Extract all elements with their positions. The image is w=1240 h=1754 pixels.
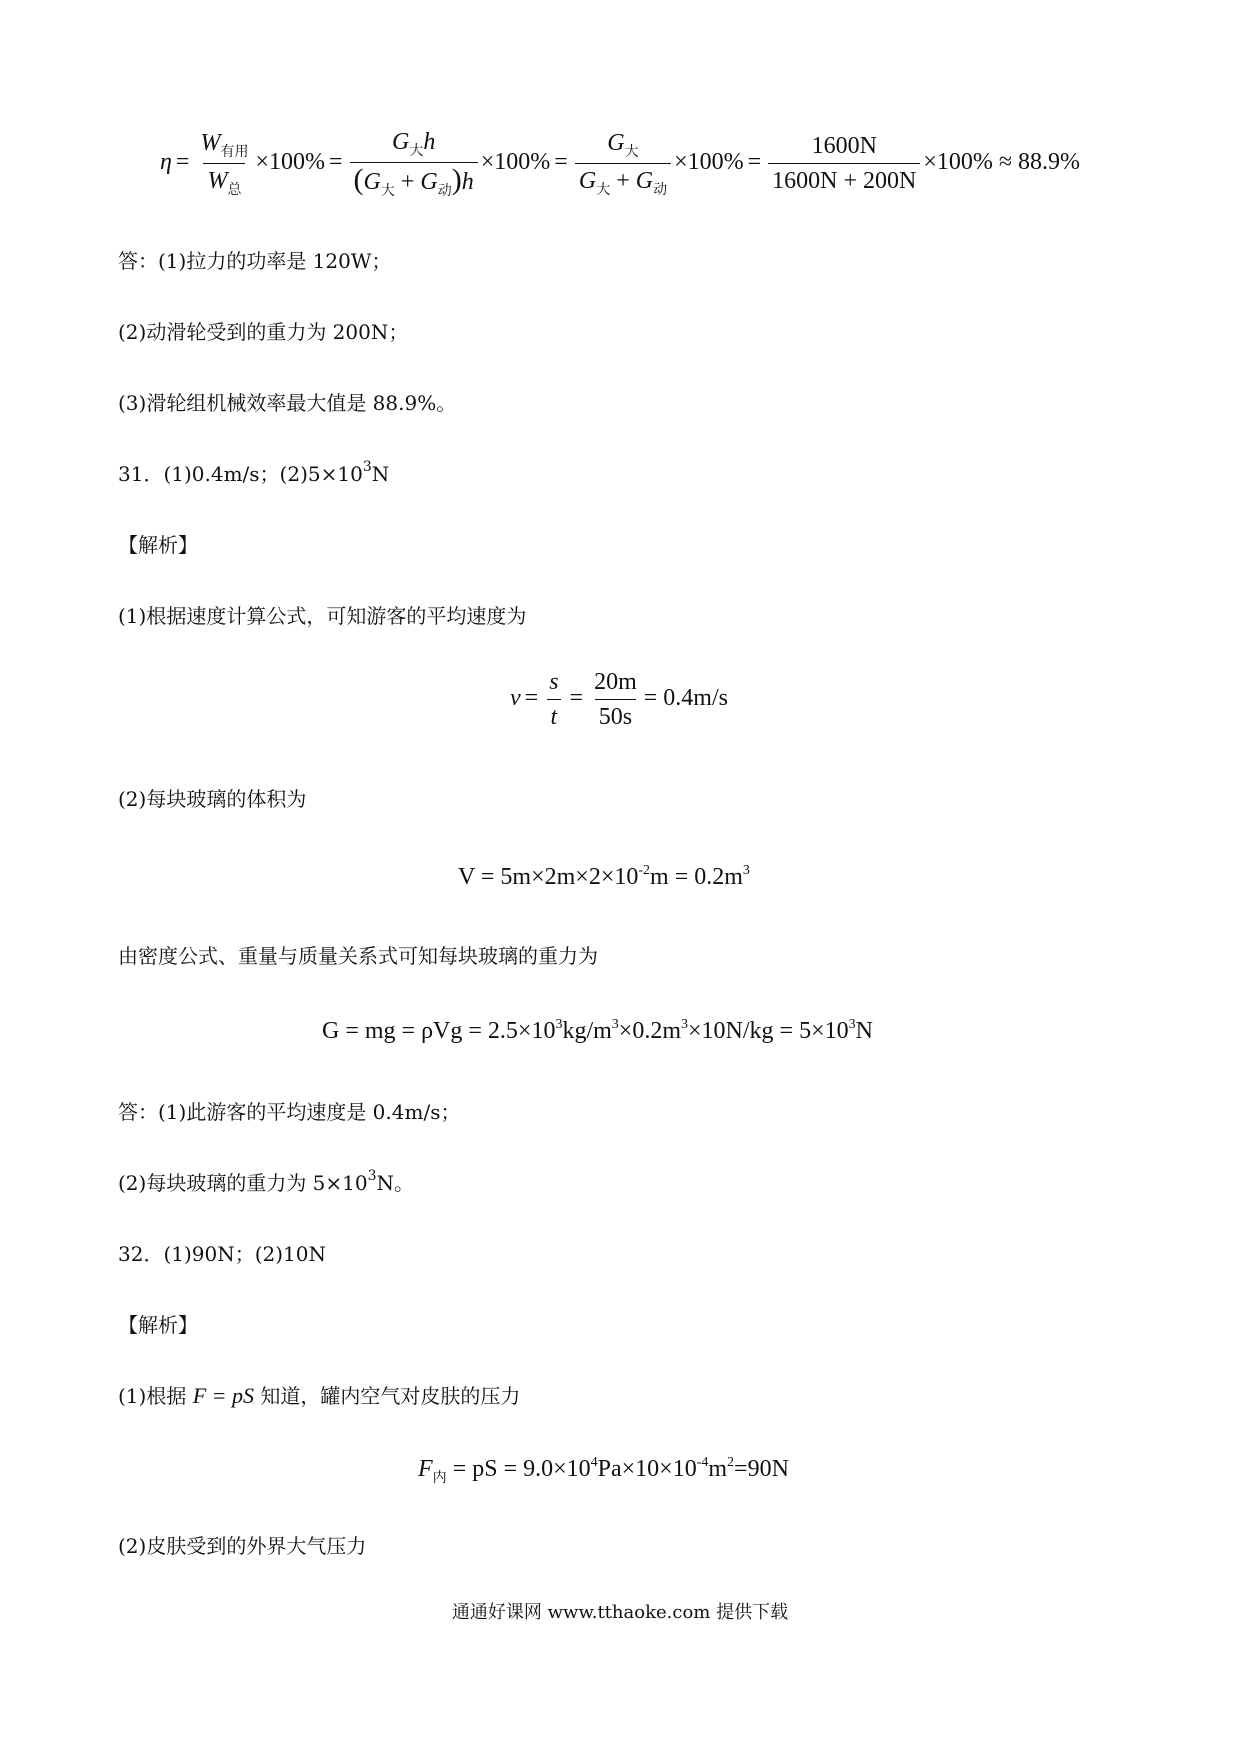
efficiency-fraction-4: $\frac{1600N}{1600N + 200N}$: [768, 132, 920, 195]
answer-30-line-2: (2)动滑轮受到的重力为 200N；: [118, 320, 409, 344]
question-32-part2-text: (2)皮肤受到的外界大气压力: [118, 1534, 367, 1558]
question-31-answer: 31．(1)0.4m/s；$(2)5\times 10^3N$: [118, 459, 390, 486]
page-footer: 通通好课网 www.tthaoke.com 提供下载: [451, 1602, 789, 1623]
question-31-part2-text: (2)每块玻璃的体积为: [118, 787, 307, 811]
answer-31-line-2: (2)每块玻璃的重力为 $5\times 10^3N$。: [118, 1168, 415, 1195]
efficiency-fraction-2: $\frac{G_大h}{(G_大 + G_动)h}$: [350, 128, 478, 199]
velocity-fraction-st: $\frac{s}{t}$: [545, 668, 562, 731]
efficiency-fraction-1: $\frac{W_{有用}}{W_总}$: [200, 130, 249, 198]
analysis-31-heading: 【解析】: [118, 533, 198, 557]
question-32-answer: 32．(1)90N；(2)10N: [118, 1242, 327, 1266]
velocity-fraction-values: $\frac{20m}{50s}$: [594, 669, 637, 730]
answer-30-line-3: (3)滑轮组机械效率最大值是 88.9%。: [118, 391, 457, 415]
velocity-equation: v = $\frac{s}{t}$ = $\frac{20m}{50s}$ = 0.4m/s: [510, 669, 728, 730]
answer-30-line-1: 答：(1)拉力的功率是 120W；: [118, 249, 392, 273]
pressure-equation: $F_内$ = pS = $9.0\times 10^4Pa\times 10\times 10^{-4}m^2=90N$: [418, 1455, 789, 1486]
question-31-part3-text: 由密度公式、重量与质量关系式可知每块玻璃的重力为: [118, 944, 598, 968]
question-31-part1-text: (1)根据速度计算公式，可知游客的平均速度为: [118, 604, 527, 628]
eta-symbol: η: [160, 149, 172, 176]
efficiency-fraction-3: $\frac{G_大}{G_大 + G_动}$: [575, 129, 671, 198]
gravity-equation: G = mg = $\rho Vg = 2.5\times 10^3kg/m^3\times 0.2m^3\times 10N/kg = 5\times 10^3N$: [322, 1017, 873, 1044]
efficiency-equation: η = $\frac{W_{有用}}{W_总}$ ×100% = $\frac{G_大h}{(G_大 + G_动)h}$ ×100% = $\frac{G_大}{G_大 + G_动}$ ×100% = $\frac{1600N}{1600N + 200N}$ ×100% ≈ 88.9%: [160, 129, 1081, 199]
question-32-part1-text: (1)根据 F = pS 知道，罐内空气对皮肤的压力: [118, 1383, 521, 1408]
volume-equation: $V = 5m\times 2m\times 2\times 10^{-2}m = 0.2m^3$: [458, 863, 750, 890]
answer-31-line-1: 答：(1)此游客的平均速度是 0.4m/s；: [118, 1100, 461, 1124]
analysis-32-heading: 【解析】: [118, 1313, 198, 1337]
